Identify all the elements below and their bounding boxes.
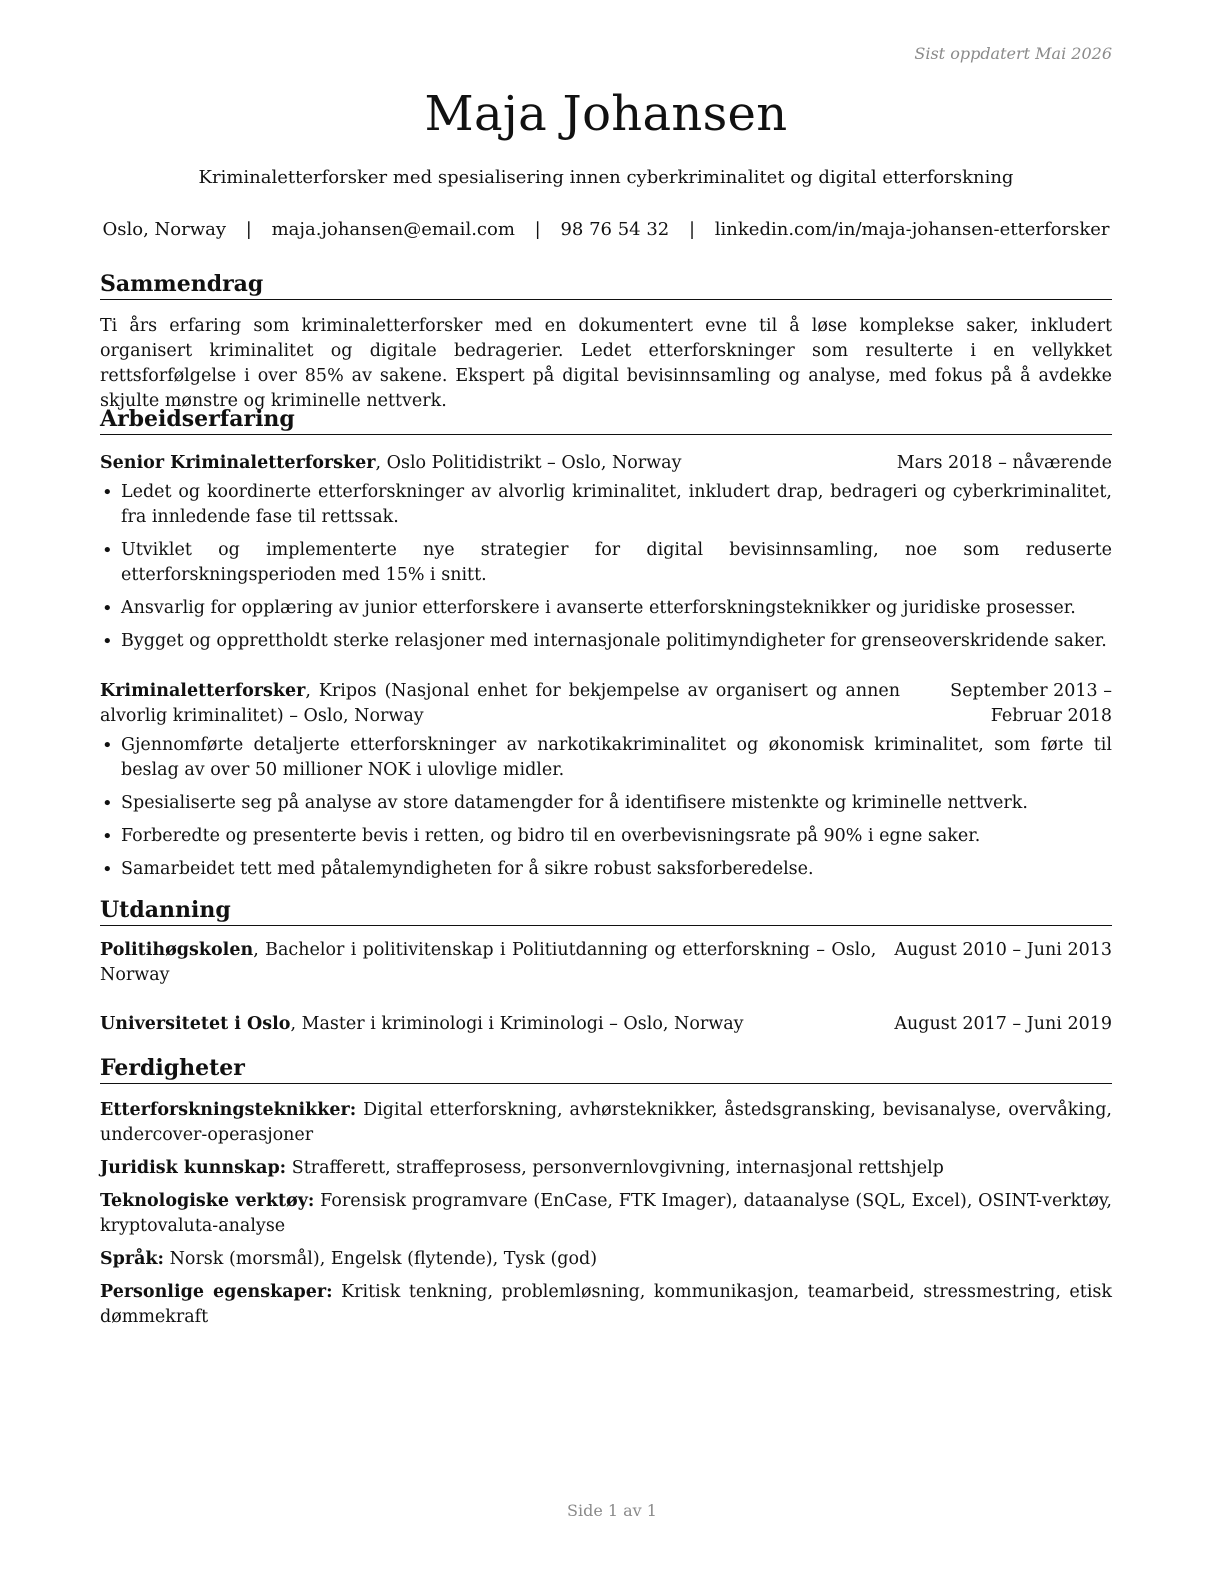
list-item: • Utviklet og implementerte nye strategier for digital bevisinnsamling, noe som reduserte etterforskningsperioden med 15% i snitt.	[100, 538, 1112, 588]
skills-list	[100, 1098, 1112, 1330]
skills-section	[100, 1054, 1112, 1338]
education-title-line	[100, 1012, 882, 1037]
experience-section	[100, 405, 1112, 890]
education-header	[100, 1012, 1112, 1037]
section-heading: Sammendrag	[100, 270, 1112, 300]
contact-separator: |	[688, 219, 696, 240]
job-title-line	[100, 451, 885, 476]
skill-label: Juridisk kunnskap:	[100, 1158, 287, 1178]
skill-item	[100, 1156, 1112, 1181]
contact-location: Oslo, Norway	[102, 219, 227, 240]
education-school: Universitetet i Oslo	[100, 1014, 291, 1034]
job-header	[100, 451, 1112, 476]
contact-email[interactable]: maja.johansen@email.com	[271, 219, 515, 240]
skill-item	[100, 1247, 1112, 1272]
summary-section	[100, 270, 1112, 414]
section-heading: Arbeidserfaring	[100, 405, 1112, 435]
job-entry	[100, 451, 1112, 654]
job-entry	[100, 679, 1112, 882]
education-detail: , Bachelor i politivitenskap i Politiutdanning og etterforskning – Oslo, Norway	[100, 940, 877, 985]
education-dates: August 2017 – Juni 2019	[894, 1014, 1112, 1034]
skill-label: Personlige egenskaper:	[100, 1282, 333, 1302]
skill-item	[100, 1280, 1112, 1330]
contact-separator: |	[534, 219, 541, 240]
list-item: • Samarbeidet tett med påtalemyndigheten for å sikre robust saksforberedelse.	[100, 857, 1112, 882]
page-number: Side 1 av 1	[567, 1501, 657, 1520]
list-item: • Ansvarlig for opplæring av junior etterforskere i avanserte etterforskningsteknikker og juridiske prosesser.	[100, 596, 1112, 621]
last-updated: Sist oppdatert Mai 2026	[914, 44, 1112, 63]
skill-value: Kritisk tenkning, problemløsning, kommunikasjon, teamarbeid, stressmestring, etisk dømmekraft	[100, 1282, 1113, 1327]
candidate-tagline: Kriminaletterforsker med spesialisering innen cyberkriminalitet og digital etterforskning	[198, 167, 1014, 188]
education-detail: , Master i kriminologi i Kriminologi – Oslo, Norway	[290, 1014, 744, 1034]
contact-line	[100, 219, 1112, 240]
education-entry	[100, 1012, 1112, 1037]
job-bullets	[100, 733, 1112, 882]
job-org: , Kripos (Nasjonal enhet for bekjempelse av organisert og annen alvorlig kriminalitet) – Oslo, Norway	[100, 681, 900, 726]
contact-phone[interactable]: 98 76 54 32	[560, 219, 670, 240]
skill-item	[100, 1189, 1112, 1239]
job-title: Senior Kriminaletterforsker	[100, 453, 376, 473]
list-item: • Forberedte og presenterte bevis i retten, og bidro til en overbevisningsrate på 90% i egne saker.	[100, 824, 1112, 849]
job-bullets	[100, 480, 1112, 654]
job-org: , Oslo Politidistrikt – Oslo, Norway	[375, 453, 682, 473]
job-header	[100, 679, 1112, 729]
education-dates: August 2010 – Juni 2013	[894, 940, 1112, 960]
job-title: Kriminaletterforsker	[100, 681, 306, 701]
list-item: • Spesialiserte seg på analyse av store datamengder for å identifisere mistenkte og kriminelle nettverk.	[100, 791, 1112, 816]
education-school: Politihøgskolen	[100, 940, 254, 960]
skill-value: Digital etterforskning, avhørsteknikker, åstedsgransking, bevisanalyse, overvåking, undercover-operasjoner	[100, 1100, 1112, 1145]
list-item: • Gjennomførte detaljerte etterforskninger av narkotikakriminalitet og økonomisk kriminalitet, som førte til beslag av over 50 millioner NOK i ulovlige midler.	[100, 733, 1112, 783]
job-title-line	[100, 679, 900, 729]
skill-label: Teknologiske verktøy:	[100, 1191, 315, 1211]
contact-separator: |	[245, 219, 252, 240]
section-heading: Utdanning	[100, 896, 1112, 926]
skill-label: Etterforskningsteknikker:	[100, 1100, 357, 1120]
section-heading: Ferdigheter	[100, 1054, 1112, 1084]
education-section	[100, 896, 1112, 1037]
job-dates: September 2013 – Februar 2018	[950, 681, 1112, 726]
skill-value: Strafferett, straffeprosess, personvernlovgivning, internasjonal rettshjelp	[286, 1158, 944, 1178]
skill-value: Forensisk programvare (EnCase, FTK Imager), dataanalyse (SQL, Excel), OSINT-verktøy, kryptovaluta-analyse	[100, 1191, 1112, 1236]
skill-item	[100, 1098, 1112, 1148]
list-item: • Ledet og koordinerte etterforskninger av alvorlig kriminalitet, inkludert drap, bedrageri og cyberkriminalitet, fra innledende fase til rettssak.	[100, 480, 1112, 530]
skill-label: Språk:	[100, 1249, 165, 1269]
education-title-line	[100, 938, 882, 988]
education-header	[100, 938, 1112, 988]
summary-text: Ti års erfaring som kriminaletterforsker med en dokumentert evne til å løse komplekse saker, inkludert organisert kriminalitet og digitale bedragerier. Ledet etterforskninger som resulterte i en vellykket rettsforfølgelse i over 85% av sakene. Ekspert på digital bevisinnsamling og analyse, med fokus på å avdekke skjulte mønstre og kriminelle nettverk.	[100, 316, 1112, 411]
job-dates: Mars 2018 – nåværende	[896, 453, 1112, 473]
candidate-name: Maja Johansen	[424, 86, 788, 142]
list-item: • Bygget og opprettholdt sterke relasjoner med internasjonale politimyndigheter for grenseoverskridende saker.	[100, 629, 1112, 654]
skill-value: Norsk (morsmål), Engelsk (flytende), Tysk (god)	[164, 1249, 598, 1269]
contact-linkedin[interactable]: linkedin.com/in/maja-johansen-etterforsker	[714, 219, 1110, 240]
education-entry	[100, 938, 1112, 988]
